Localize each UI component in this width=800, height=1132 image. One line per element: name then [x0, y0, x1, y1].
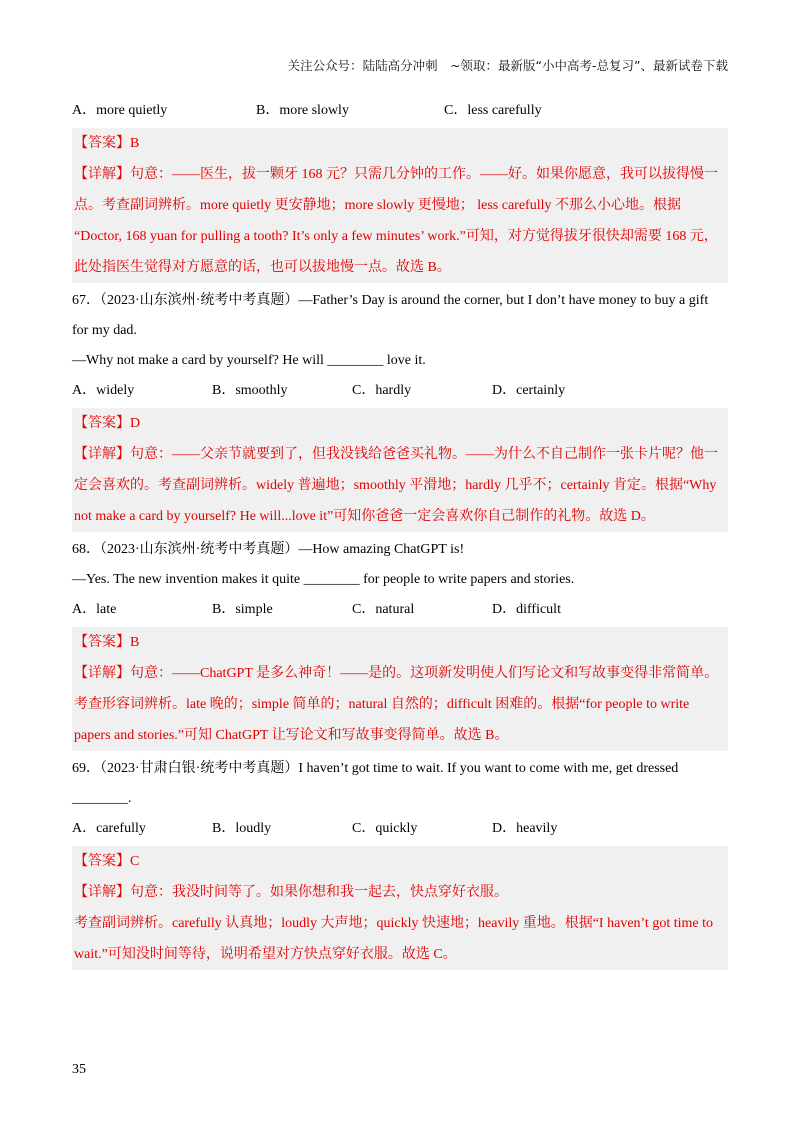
- q69-detail-line: 考查副词辨析。carefully 认真地；loudly 大声地；quickly 快速地；heavily 重地。根据“I haven’t got time to: [74, 916, 713, 931]
- q67-options: [72, 376, 728, 406]
- q67-stem-line: 67．（2023·山东滨州·统考中考真题）—Father’s Day is around the corner, but I don’t have money to buy a gift: [72, 293, 709, 308]
- q68-answer: 【答案】B: [74, 635, 140, 650]
- q66-detail-line: 【详解】句意：——医生，拔一颗牙 168 元？只需几分钟的工作。——好。如果你愿意，我可以拔得慢一: [74, 167, 718, 182]
- q68-options: [72, 595, 728, 625]
- q67-stem-line: for my dad.: [72, 323, 137, 338]
- q67-detail-line: 【详解】句意：——父亲节就要到了，但我没钱给爸爸买礼物。——为什么不自己制作一张卡片呢？他一: [74, 447, 718, 462]
- q68-option-b: B．simple: [212, 602, 273, 617]
- q69-answer: 【答案】C: [74, 854, 140, 869]
- q68-detail-line: 考查形容词辨析。late 晚的；simple 简单的；natural 自然的；difficult 困难的。根据“for people to write: [74, 697, 690, 712]
- q67-option-a: A．widely: [72, 383, 135, 398]
- q69-detail-line: wait.”可知没时间等待，说明希望对方快点穿好衣服。故选 C。: [74, 947, 457, 962]
- q68-detail-line: papers and stories.”可知 ChatGPT 让写论文和写故事变得简单。故选 B。: [74, 728, 509, 743]
- q67-option-c: C．hardly: [352, 383, 412, 398]
- q67-detail-line: 定会喜欢的。考查副词辨析。widely 普遍地；smoothly 平滑地；hardly 几乎不；certainly 肯定。根据“Why: [74, 478, 717, 493]
- q68-detail-line: 【详解】句意：——ChatGPT 是多么神奇！——是的。这项新发明使人们写论文和写故事变得非常简单。: [74, 666, 719, 681]
- q69-answer-box: [72, 846, 728, 970]
- q66-option-a: A．more quietly: [72, 103, 168, 118]
- q67-detail-line: not make a card by yourself? He will...love it”可知你爸爸一定会喜欢你自己制作的礼物。故选 D。: [74, 509, 655, 524]
- q69-option-c: C．quickly: [352, 821, 418, 836]
- q69-options: [72, 814, 728, 844]
- page-content: [72, 96, 728, 973]
- q69-detail-line: 【详解】句意：我没时间等了。如果你想和我一起去，快点穿好衣服。: [74, 885, 508, 900]
- q69-stem-line: ________.: [72, 791, 132, 806]
- q66-detail-line: “Doctor, 168 yuan for pulling a tooth? It’s only a few minutes’ work.”可知，对方觉得拔牙很快却需要 168 元，: [74, 229, 718, 244]
- page-number: 35: [72, 1062, 86, 1077]
- page-header: 关注公众号：陆陆高分冲刺 ~领取：最新版“小中高考-总复习”、最新试卷下载: [287, 58, 728, 73]
- q66-answer-box: [72, 128, 728, 283]
- q68-option-c: C．natural: [352, 602, 415, 617]
- q67-option-d: D．certainly: [492, 383, 566, 398]
- q67-answer: 【答案】D: [74, 416, 141, 431]
- q67-answer-box: [72, 408, 728, 532]
- q66-option-c: C．less carefully: [444, 103, 542, 118]
- q66-options: [72, 96, 728, 126]
- q69-stem-line: 69．（2023·甘肃白银·统考中考真题）I haven’t got time to wait. If you want to come with me, get dressed: [72, 761, 679, 776]
- q69-option-a: A．carefully: [72, 821, 146, 836]
- q66-option-b: B．more slowly: [256, 103, 349, 118]
- q66-detail-line: 点。考查副词辨析。more quietly 更安静地；more slowly 更慢地； less carefully 不那么小心地。根据: [74, 198, 681, 213]
- q67-stem-line: —Why not make a card by yourself? He will ________ love it.: [72, 353, 426, 368]
- q68-stem-line: 68．（2023·山东滨州·统考中考真题）—How amazing ChatGPT is!: [72, 542, 465, 557]
- q67-option-b: B．smoothly: [212, 383, 288, 398]
- q69-option-b: B．loudly: [212, 821, 272, 836]
- q68-option-d: D．difficult: [492, 602, 561, 617]
- q68-answer-box: [72, 627, 728, 751]
- q66-answer: 【答案】B: [74, 136, 140, 151]
- q69-option-d: D．heavily: [492, 821, 558, 836]
- q66-detail-line: 此处指医生觉得对方愿意的话，也可以拔地慢一点。故选 B。: [74, 260, 451, 275]
- q68-stem-line: —Yes. The new invention makes it quite ________ for people to write papers and stories.: [72, 572, 575, 587]
- q68-option-a: A．late: [72, 602, 117, 617]
